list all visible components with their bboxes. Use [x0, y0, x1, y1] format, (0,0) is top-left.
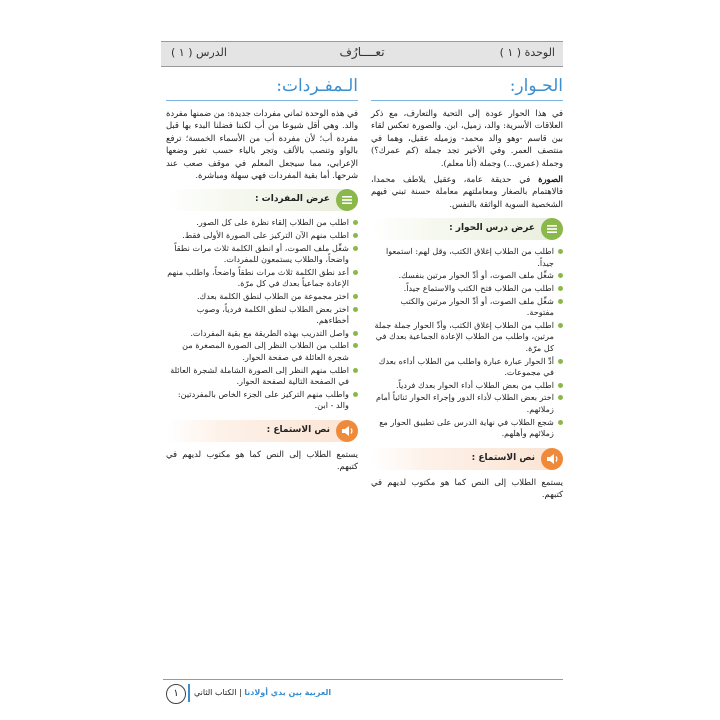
footer-book-title: العربية بين يدي أولادنا | الكتاب الثاني: [194, 688, 332, 697]
list-icon: [336, 189, 358, 211]
unit-label: الوحدة ( ١ ): [499, 46, 555, 59]
list-item: اطلب من الطلاب النظر إلى الصورة المصغرة من شجرة العائلة في صفحة الحوار.: [166, 340, 358, 363]
speaker-icon: [336, 420, 358, 442]
book-name: العربية بين يدي أولادنا: [244, 688, 332, 697]
footer-separator: [188, 684, 190, 702]
picture-note-text: في حديقة عامة، وعقيل يلاطف محمدا، فالاهتمام بالصغار ومعاملتهم معاملة حسنة تبني فيهم الشخصية السوية الواثقة بالنفس.: [371, 174, 563, 209]
dialogue-presentation-label: عرض درس الحوار :: [449, 223, 535, 234]
list-item: شغِّل ملف الصوت، أو أدِّ الحوار مرتين بنفسك.: [371, 270, 563, 282]
list-item: أعد نطق الكلمة ثلاث مرات نطقاً واضحاً، واطلب منهم الإعادة جماعياً بعدك في كل مرّة.: [166, 267, 358, 290]
list-item: واطلب منهم التركيز على الجزء الخاص بالمفردتين: والد - ابن.: [166, 389, 358, 412]
vocabulary-presentation-label: عرض المفردات :: [254, 194, 330, 205]
vocabulary-column: [166, 76, 358, 477]
footer-rule: [163, 679, 563, 680]
dialogue-intro: في هذا الحوار عودة إلى التحية والتعارف، مع ذكر العلاقات الأسرية: والد، زميل، ابن. والصورة تعكس لقاء بين قاسم -وهو والد محمد- وزميله عقيل، وهما في منتصف العمر. وفي الأخير تجد جملة (كم عمرك؟) وجملة (عمري...) وجملة (أنا معلم).: [371, 108, 563, 168]
speaker-icon: [541, 448, 563, 470]
dialogue-presentation-bar: [371, 218, 563, 240]
dialogue-title: الحـوار:: [371, 76, 563, 101]
list-item: واصل التدريب بهذه الطريقة مع بقية المفردات.: [166, 328, 358, 340]
vocabulary-steps: [166, 217, 358, 412]
listening-bar: [371, 448, 563, 470]
list-item: اطلب من الطلاب فتح الكتب والاستماع جيداً.: [371, 283, 563, 295]
list-item: اطلب من الطلاب إلقاء نظرة على كل الصور.: [166, 217, 358, 229]
picture-word: الصورة: [538, 174, 564, 185]
listening-bar: [166, 420, 358, 442]
list-item: اختر مجموعة من الطلاب لنطق الكلمة بعدك.: [166, 291, 358, 303]
list-item: شغِّل ملف الصوت، أو انطق الكلمة ثلاث مرات نطقاً واضحاً، والطلاب يستمعون للمفردات.: [166, 243, 358, 266]
list-item: أدِّ الحوار عبارة عبارة واطلب من الطلاب أداءه بعدك في مجموعات.: [371, 356, 563, 379]
page-number: ١: [166, 684, 186, 704]
unit-title: تعــــارُف: [339, 45, 385, 59]
list-icon: [541, 218, 563, 240]
lesson-label: الدرس ( ١ ): [171, 46, 227, 59]
list-item: اطلب منهم الآن التركيز على الصورة الأولى فقط.: [166, 230, 358, 242]
vocabulary-presentation-bar: [166, 189, 358, 211]
listening-text: يستمع الطلاب إلى النص كما هو مكتوب لديهم في كتبهم.: [371, 476, 563, 500]
listening-label: نص الاستماع :: [266, 424, 330, 435]
list-item: شغِّل ملف الصوت، أو أدِّ الحوار مرتين والكتب مفتوحة.: [371, 296, 563, 319]
list-item: اختر بعض الطلاب لأداء الدور وإجراء الحوار ثنائياً أمام زملائهم.: [371, 392, 563, 415]
list-item: شجع الطلاب في نهاية الدرس على تطبيق الحوار مع زملائهم وأهلهم.: [371, 417, 563, 440]
list-item: اطلب من بعض الطلاب أداء الحوار بعدك فردياً.: [371, 380, 563, 392]
dialogue-column: [371, 76, 563, 505]
list-item: اختر بعض الطلاب لنطق الكلمة فردياً، وصوب أخطاءهم.: [166, 304, 358, 327]
dialogue-steps: [371, 246, 563, 440]
list-item: اطلب من الطلاب إغلاق الكتب، وقل لهم: استمعوا جيداً.: [371, 246, 563, 269]
list-item: اطلب منهم النظر إلى الصورة الشاملة لشجرة العائلة في الصفحة التالية لصفحة الحوار.: [166, 365, 358, 388]
list-item: اطلب من الطلاب إغلاق الكتب، وأدِّ الحوار جملة جملة مرتين، واطلب من الطلاب الإعادة الجماعية بعدك في كل مرّة.: [371, 320, 563, 355]
book-level: الكتاب الثاني: [194, 688, 237, 697]
vocabulary-intro: في هذه الوحدة ثماني مفردات جديدة: من ضمنها مفردة والد. وهي أقل شيوعا من أب لكننا فضلنا البدء بها قبل مفردة أب؛ لأن مفردة أب من الأسماء الخمسة؛ ترفع بالواو وتنصب بالألف وتجر بالياء حسب تغير وضعها الإعرابي، مما سيجعل المعلم في موقف صعب عند شرحها. أما بقية المفردات فهي سهلة ومباشرة.: [166, 108, 358, 181]
page-header: [161, 41, 563, 67]
listening-text: يستمع الطلاب إلى النص كما هو مكتوب لديهم في كتبهم.: [166, 448, 358, 472]
dialogue-picture-note: [371, 173, 563, 210]
vocabulary-title: الـمفـردات:: [166, 76, 358, 101]
listening-label: نص الاستماع :: [471, 452, 535, 463]
